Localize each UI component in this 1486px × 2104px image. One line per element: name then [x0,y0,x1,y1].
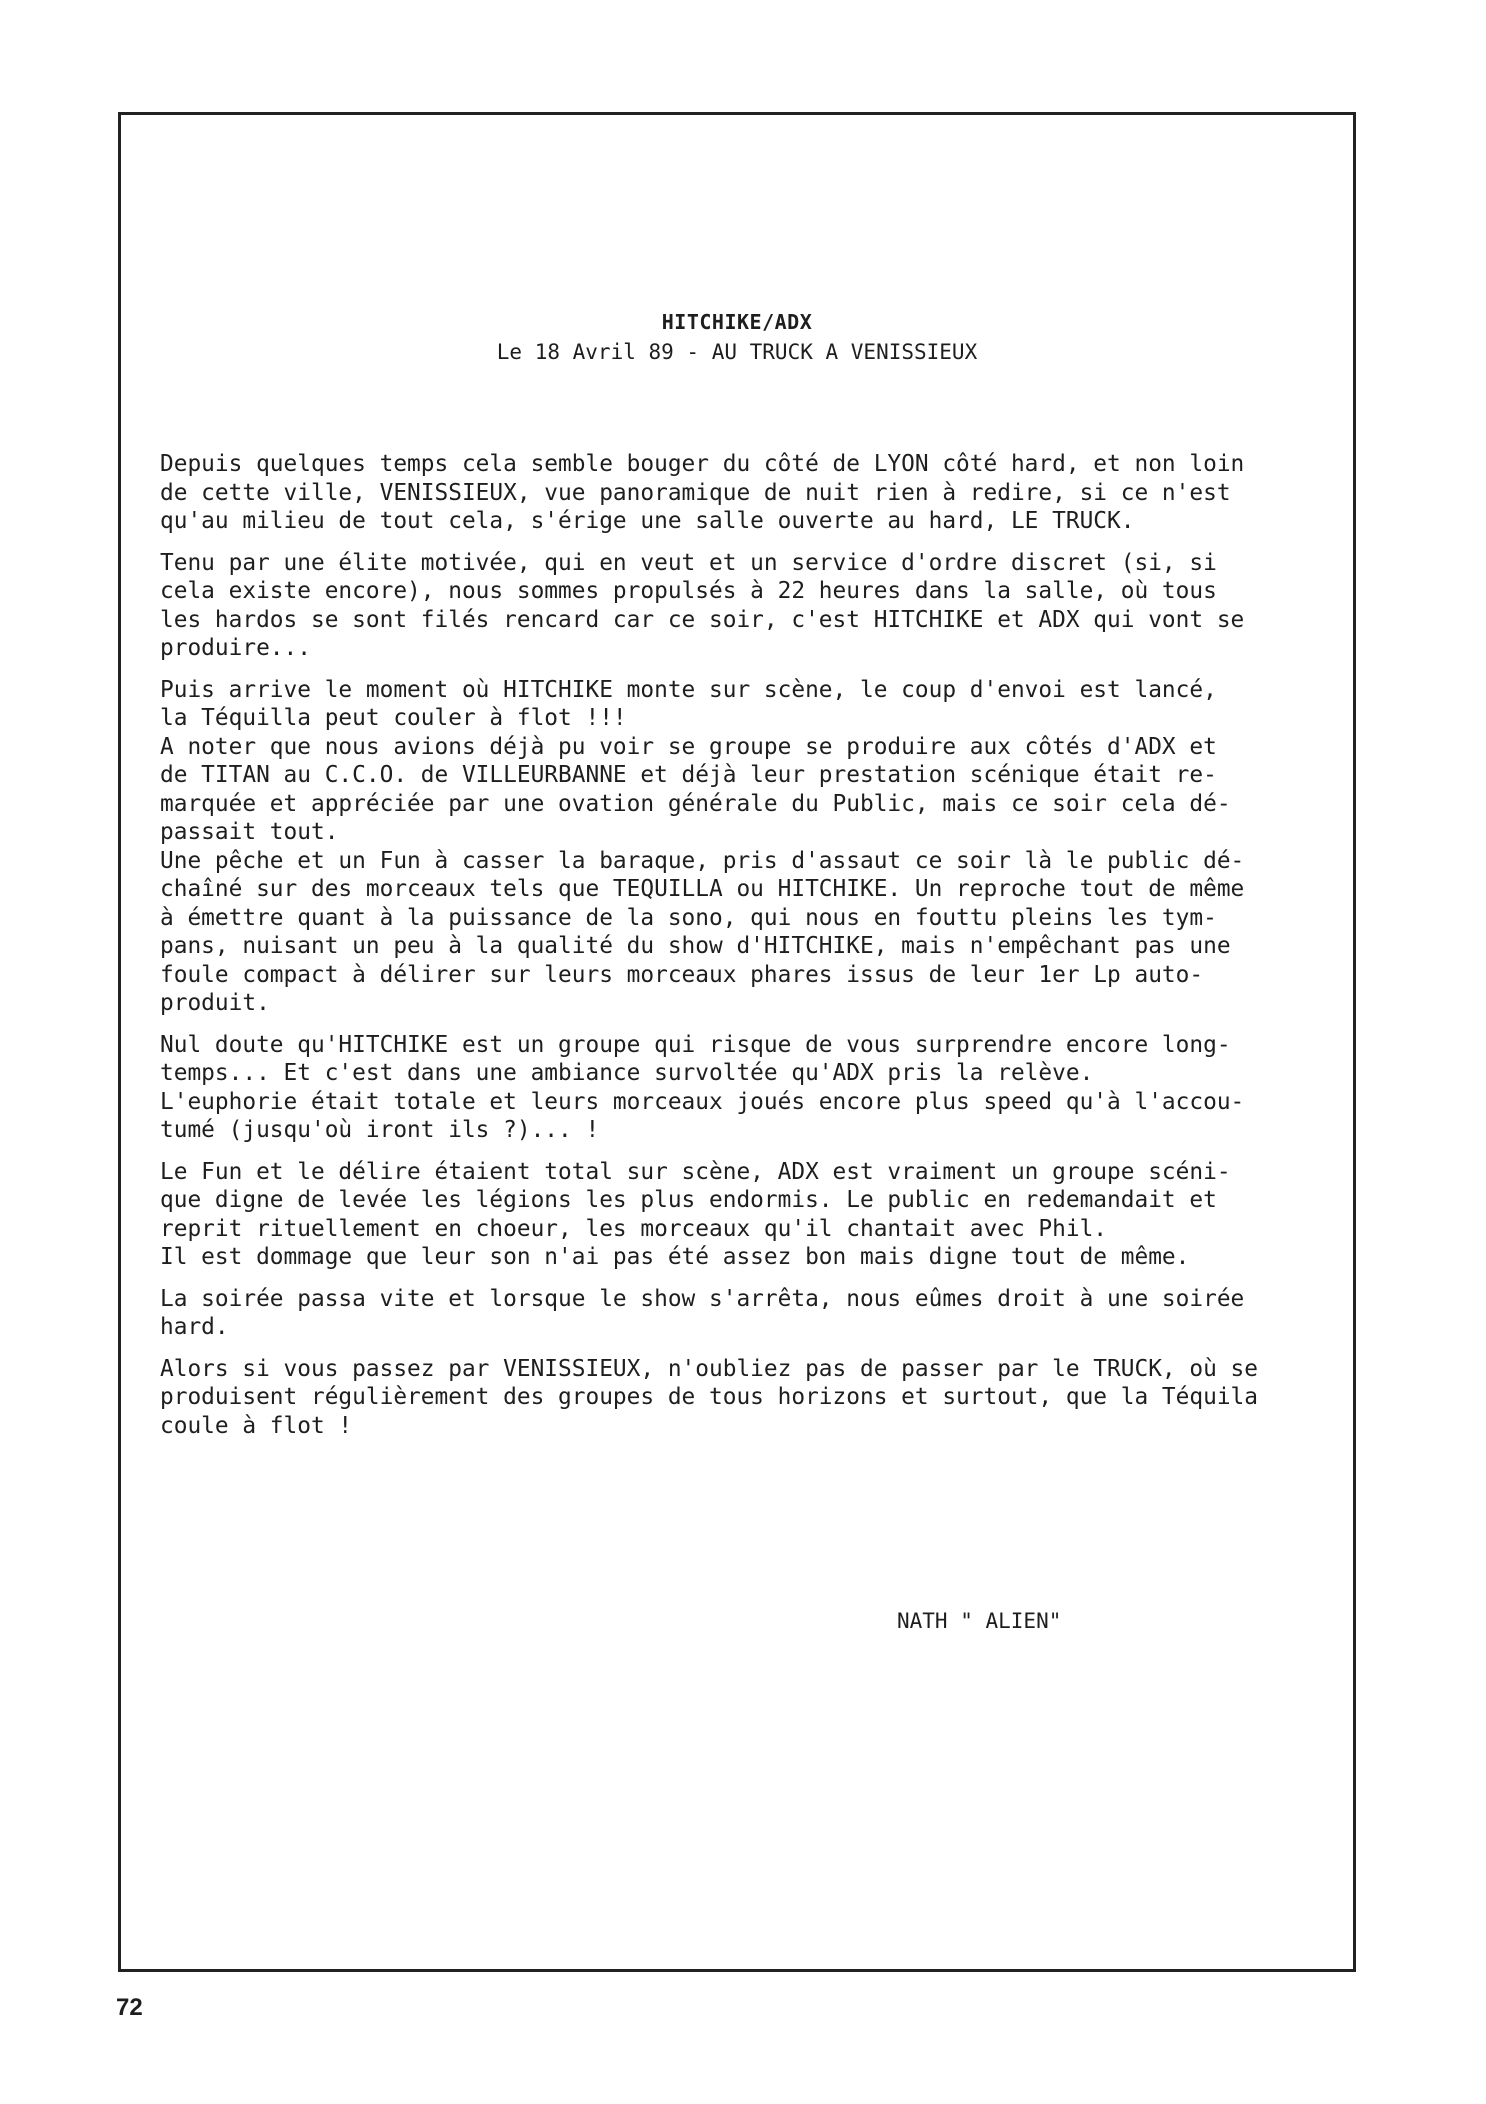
paragraph-line: Alors si vous passez par VENISSIEUX, n'oubliez pas de passer par le TRUCK, où se [160,1355,1258,1382]
paragraph-line: produire... [160,635,311,661]
paragraph-line: marquée et appréciée par une ovation générale du Public, mais ce soir cela dé- [160,790,1231,817]
paragraph-line: tumé (jusqu'où iront ils ?)... ! [160,1117,600,1143]
paragraph-line: produit. [160,990,270,1016]
article-paragraph [160,1285,1290,1342]
paragraph-line: Nul doute qu'HITCHIKE est un groupe qui risque de vous surprendre encore long- [160,1031,1231,1058]
paragraph-line: que digne de levée les légions les plus endormis. Le public en redemandait et [160,1187,1217,1213]
paragraph-line: foule compact à délirer sur leurs morceaux phares issus de leur 1er Lp auto- [160,961,1204,988]
paragraph-line: L'euphorie était totale et leurs morceaux joués encore plus speed qu'à l'accou- [160,1088,1245,1115]
paragraph-line: de cette ville, VENISSIEUX, vue panoramique de nuit rien à redire, si ce n'est [160,479,1231,506]
paragraph-line: chaîné sur des morceaux tels que TEQUILLA ou HITCHIKE. Un reproche tout de même [160,876,1245,902]
paragraph-line: Une pêche et un Fun à casser la baraque, pris d'assaut ce soir là le public dé- [160,847,1245,874]
paragraph-line: produisent régulièrement des groupes de tous horizons et surtout, que la Téquila [160,1384,1258,1410]
paragraph-line: Le Fun et le délire étaient total sur scène, ADX est vraiment un groupe scéni- [160,1158,1231,1185]
paragraph-line: passait tout. [160,819,339,845]
paragraph-line: hard. [160,1314,229,1340]
paragraph-line: pans, nuisant un peu à la qualité du show d'HITCHIKE, mais n'empêchant pas une [160,933,1231,959]
author-signature: NATH " ALIEN" [897,1609,1062,1633]
article-title: HITCHIKE/ADX [661,310,813,334]
paragraph-line: La soirée passa vite et lorsque le show s'arrêta, nous eûmes droit à une soirée [160,1285,1245,1312]
paragraph-line: Tenu par une élite motivée, qui en veut et un service d'ordre discret (si, si [160,549,1217,576]
paragraph-line: reprit rituellement en choeur, les morceaux qu'il chantait avec Phil. [160,1215,1108,1242]
paragraph-line: la Téquilla peut couler à flot !!! [160,705,627,731]
page-number: 72 [116,1994,143,2021]
paragraph-line: Puis arrive le moment où HITCHIKE monte sur scène, le coup d'envoi est lancé, [160,676,1217,703]
article-paragraph [160,549,1290,663]
article-paragraph [160,450,1290,536]
paragraph-line: A noter que nous avions déjà pu voir se groupe se produire aux côtés d'ADX et [160,733,1217,760]
article-paragraph [160,1031,1290,1145]
paragraph-line: à émettre quant à la puissance de la sono, qui nous en fouttu pleins les tym- [160,904,1217,931]
article-subtitle: Le 18 Avril 89 - AU TRUCK A VENISSIEUX [496,340,978,364]
paragraph-line: Il est dommage que leur son n'ai pas été assez bon mais digne tout de même. [160,1244,1190,1270]
paragraph-line: qu'au milieu de tout cela, s'érige une salle ouverte au hard, LE TRUCK. [160,508,1135,534]
article-paragraph [160,1158,1290,1272]
paragraph-line: les hardos se sont filés rencard car ce soir, c'est HITCHIKE et ADX qui vont se [160,606,1245,633]
paragraph-line: coule à flot ! [160,1412,353,1439]
paragraph-line: cela existe encore), nous sommes propulsés à 22 heures dans la salle, où tous [160,578,1217,604]
paragraph-line: Depuis quelques temps cela semble bouger du côté de LYON côté hard, et non loin [160,451,1245,477]
paragraph-line: temps... Et c'est dans une ambiance survoltée qu'ADX pris la relève. [160,1060,1094,1086]
article-header [118,307,1356,367]
article-body [160,450,1290,1453]
paragraph-line: de TITAN au C.C.O. de VILLEURBANNE et déjà leur prestation scénique était re- [160,762,1217,788]
article-paragraph [160,1355,1290,1441]
article-paragraph [160,676,1290,1018]
